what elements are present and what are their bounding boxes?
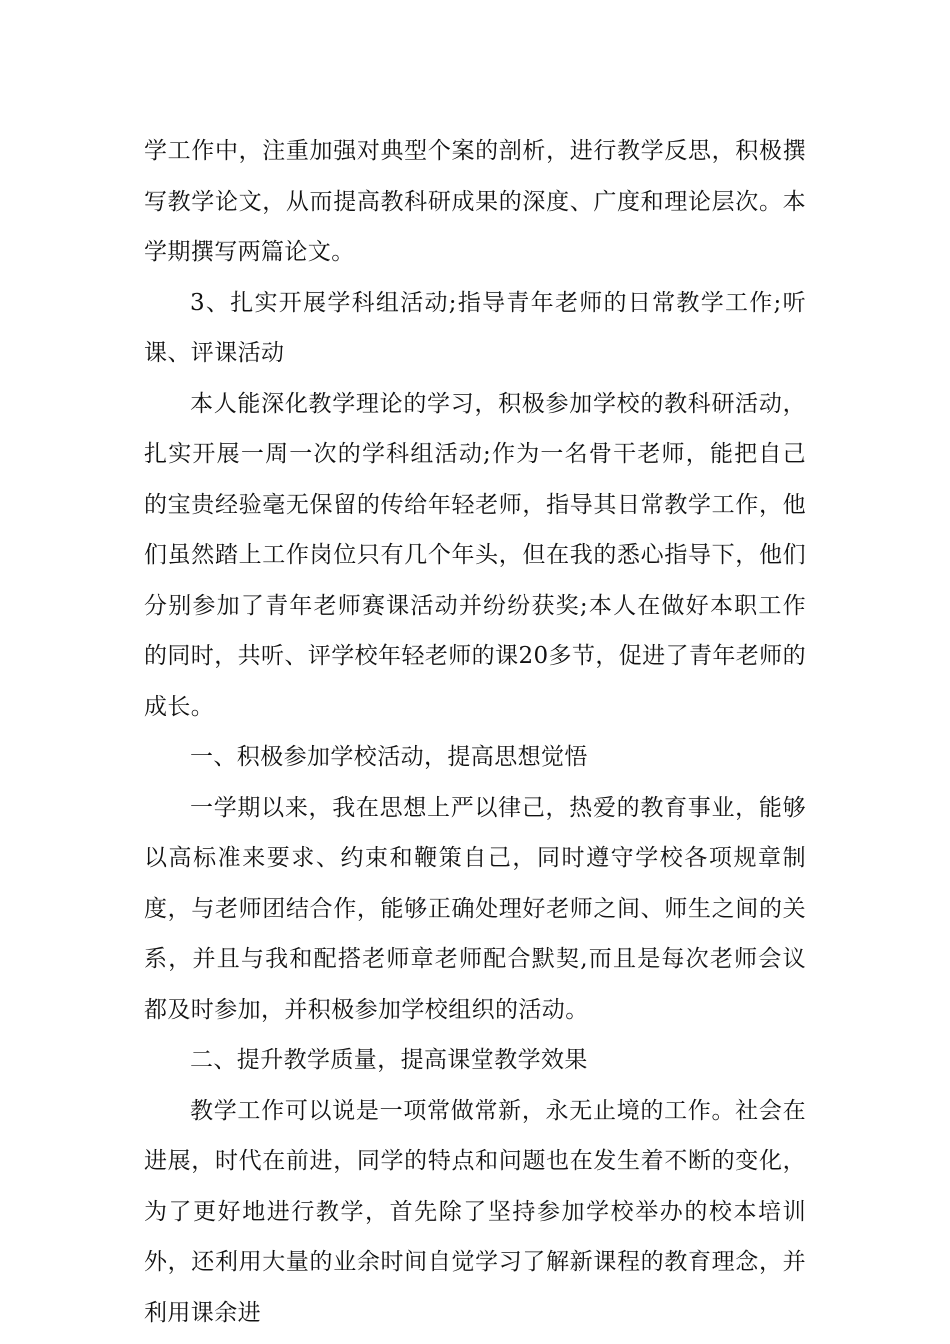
- section-heading-1: 一、积极参加学校活动，提高思想觉悟: [190, 744, 588, 770]
- paragraph-teaching-quality: 教学工作可以说是一项常做常新，永无止境的工作。社会在进展，时代在前进，同学的特点和问题也在发生着不断的变化，为了更好地进行教学，首先除了坚持参加学校举办的校本培训外，还利用大量的业余时间自觉学习了解新课程的教育理念，并利用课余进: [144, 1097, 806, 1326]
- paragraph-continuation: 学工作中，注重加强对典型个案的剖析，进行教学反思，积极撰写教学论文，从而提高教科研成果的深度、广度和理论层次。本学期撰写两篇论文。: [144, 138, 806, 265]
- paragraph-heading-3: 3、扎实开展学科组活动;指导青年老师的日常教学工作;听课、评课活动: [144, 289, 806, 366]
- paragraph-ideology: 一学期以来，我在思想上严以律己，热爱的教育事业，能够以高标准来要求、约束和鞭策自己，同时遵守学校各项规章制度，与老师团结合作，能够正确处理好老师之间、师生之间的关系，并且与我和配搭老师章老师配合默契,而且是每次老师会议都及时参加，并积极参加学校组织的活动。: [144, 794, 806, 1023]
- section-heading-2: 二、提升教学质量，提高课堂教学效果: [190, 1047, 588, 1073]
- paragraph-mentoring: 本人能深化教学理论的学习，积极参加学校的教科研活动，扎实开展一周一次的学科组活动;作为一名骨干老师，能把自己的宝贵经验毫无保留的传给年轻老师，指导其日常教学工作，他们虽然踏上工作岗位只有几个年头，但在我的悉心指导下，他们分别参加了青年老师赛课活动并纷纷获奖;本人在做好本职工作的同时，共听、评学校年轻老师的课20多节，促进了青年老师的成长。: [144, 390, 806, 720]
- document-body: [144, 126, 806, 1338]
